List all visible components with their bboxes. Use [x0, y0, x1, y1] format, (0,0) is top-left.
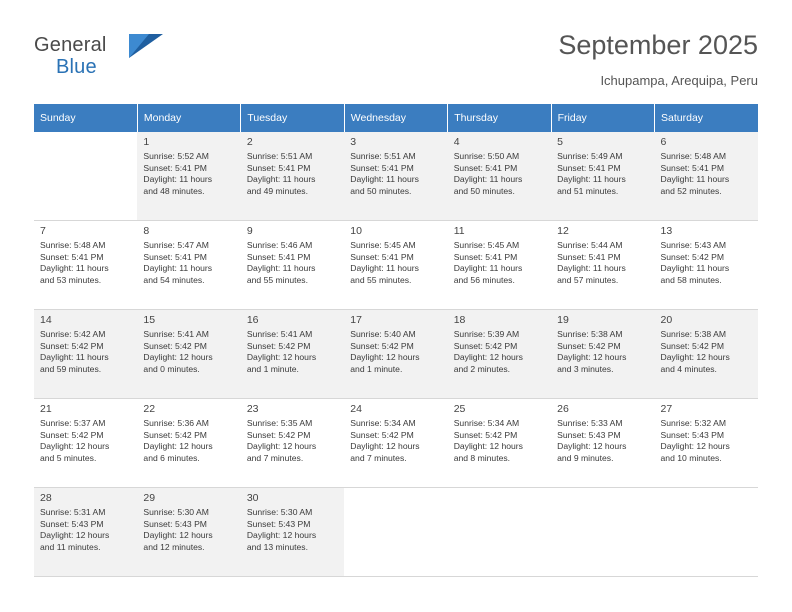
day-detail-line: Sunrise: 5:30 AM	[143, 507, 209, 517]
day-detail-line: and 57 minutes.	[557, 274, 619, 285]
day-details	[454, 151, 545, 197]
day-detail-line: Sunset: 5:41 PM	[40, 251, 104, 262]
logo-text-blue: Blue	[56, 56, 97, 78]
day-details	[247, 329, 338, 375]
day-detail-line: and 51 minutes.	[557, 185, 619, 196]
day-number: 9	[246, 225, 253, 237]
weekday-header-thursday: Thursday	[448, 104, 551, 132]
day-detail-line: and 55 minutes.	[246, 274, 308, 285]
day-number: 22	[143, 403, 156, 415]
day-detail-line: and 1 minute.	[350, 363, 403, 374]
day-detail-line: Sunrise: 5:51 AM	[350, 151, 416, 161]
day-details	[557, 151, 648, 197]
day-detail-line: Sunset: 5:41 PM	[660, 162, 725, 173]
day-detail-line: Sunset: 5:42 PM	[40, 340, 104, 351]
day-detail-line: and 8 minutes.	[453, 452, 511, 463]
day-detail-line: Sunset: 5:42 PM	[40, 429, 104, 440]
day-detail-line: Sunset: 5:43 PM	[40, 518, 104, 529]
day-detail-line: and 48 minutes.	[143, 185, 205, 196]
title-block	[558, 28, 758, 90]
day-number: 29	[143, 492, 156, 504]
calendar-day-cell[interactable]	[241, 221, 344, 309]
day-number: 25	[453, 403, 466, 415]
day-detail-line: Sunrise: 5:37 AM	[40, 418, 106, 428]
day-detail-line: Daylight: 12 hours	[557, 352, 627, 363]
weekday-header-wednesday: Wednesday	[344, 104, 447, 132]
calendar-body	[34, 132, 758, 577]
day-detail-line: Daylight: 11 hours	[350, 174, 419, 185]
calendar-week-row	[34, 310, 758, 398]
day-details	[40, 329, 131, 375]
day-details	[454, 240, 545, 286]
weekday-header-saturday: Saturday	[655, 104, 758, 132]
day-details	[350, 418, 441, 464]
calendar-day-cell[interactable]	[241, 132, 344, 220]
day-detail-line: Daylight: 11 hours	[350, 263, 419, 274]
day-details	[557, 240, 648, 286]
day-number: 17	[350, 314, 362, 326]
day-detail-line: Daylight: 12 hours	[660, 352, 730, 363]
calendar-day-cell[interactable]	[551, 399, 654, 487]
day-detail-line: Sunset: 5:41 PM	[143, 162, 207, 173]
day-detail-line: Daylight: 11 hours	[453, 263, 523, 274]
day-details	[40, 418, 131, 464]
day-detail-line: and 12 minutes.	[143, 541, 205, 552]
calendar-day-cell[interactable]	[34, 221, 137, 309]
day-detail-line: and 7 minutes.	[246, 452, 304, 463]
day-detail-line: Daylight: 12 hours	[143, 441, 213, 452]
day-details	[350, 240, 441, 286]
day-details	[661, 240, 752, 286]
calendar-day-cell[interactable]	[241, 488, 344, 576]
calendar-day-cell[interactable]	[344, 132, 447, 220]
day-number: 20	[660, 314, 673, 326]
day-detail-line: Daylight: 12 hours	[40, 530, 110, 541]
day-detail-line: and 1 minute.	[246, 363, 299, 374]
day-detail-line: Daylight: 12 hours	[453, 441, 523, 452]
day-detail-line: Sunrise: 5:45 AM	[453, 240, 520, 250]
day-number: 3	[350, 136, 357, 148]
day-detail-line: Sunset: 5:42 PM	[350, 340, 414, 351]
calendar-week-row	[34, 488, 758, 576]
day-detail-line: Sunrise: 5:40 AM	[350, 329, 416, 339]
day-details	[557, 418, 648, 464]
day-detail-line: Sunset: 5:42 PM	[660, 340, 725, 351]
page-header	[34, 28, 758, 96]
day-detail-line: Sunrise: 5:38 AM	[557, 329, 623, 339]
day-detail-line: Sunset: 5:43 PM	[557, 429, 621, 440]
calendar-day-cell[interactable]	[448, 132, 551, 220]
calendar-header-row	[34, 104, 758, 132]
day-detail-line: Daylight: 12 hours	[246, 352, 317, 363]
day-detail-line: Sunrise: 5:32 AM	[660, 418, 726, 428]
location-subtitle: Ichupampa, Arequipa, Peru	[600, 73, 758, 88]
day-detail-line: Sunset: 5:42 PM	[246, 340, 311, 351]
day-detail-line: and 5 minutes.	[40, 452, 97, 463]
day-detail-line: and 54 minutes.	[143, 274, 205, 285]
flag-icon	[129, 34, 163, 58]
day-number: 28	[40, 492, 52, 504]
day-detail-line: Sunset: 5:43 PM	[246, 518, 311, 529]
calendar-day-cell[interactable]	[241, 310, 344, 398]
calendar-week-row	[34, 399, 758, 487]
day-detail-line: Sunset: 5:41 PM	[453, 162, 518, 173]
day-details	[454, 418, 545, 464]
day-detail-line: Sunset: 5:42 PM	[557, 340, 621, 351]
calendar-day-cell[interactable]	[344, 221, 447, 309]
day-detail-line: Sunset: 5:42 PM	[453, 340, 518, 351]
day-details	[350, 151, 441, 197]
day-detail-line: Sunset: 5:41 PM	[246, 251, 311, 262]
day-detail-line: Sunrise: 5:46 AM	[246, 240, 313, 250]
calendar-day-cell[interactable]	[344, 310, 447, 398]
logo[interactable]	[34, 34, 234, 90]
day-detail-line: Sunrise: 5:49 AM	[557, 151, 623, 161]
day-detail-line: Daylight: 11 hours	[143, 263, 213, 274]
day-detail-line: Sunrise: 5:34 AM	[350, 418, 416, 428]
day-number: 16	[246, 314, 259, 326]
calendar-cell-empty	[551, 488, 654, 576]
day-detail-line: and 50 minutes.	[453, 185, 515, 196]
day-detail-line: and 9 minutes.	[557, 452, 614, 463]
calendar-day-cell[interactable]	[34, 399, 137, 487]
day-details	[661, 329, 752, 375]
day-detail-line: and 50 minutes.	[350, 185, 412, 196]
day-number: 5	[557, 136, 563, 148]
day-number: 26	[557, 403, 569, 415]
day-detail-line: Sunset: 5:41 PM	[557, 251, 621, 262]
calendar-day-cell[interactable]	[137, 488, 240, 576]
day-number: 21	[40, 403, 52, 415]
day-number: 19	[557, 314, 569, 326]
day-detail-line: Daylight: 11 hours	[246, 263, 316, 274]
calendar-cell-empty	[448, 488, 551, 576]
day-number: 27	[660, 403, 673, 415]
calendar-day-cell[interactable]	[551, 221, 654, 309]
calendar-day-cell[interactable]	[551, 132, 654, 220]
day-detail-line: Sunrise: 5:42 AM	[40, 329, 106, 339]
day-number: 24	[350, 403, 362, 415]
day-detail-line: and 7 minutes.	[350, 452, 407, 463]
day-detail-line: Sunrise: 5:45 AM	[350, 240, 416, 250]
day-details	[661, 151, 752, 197]
calendar-day-cell[interactable]	[655, 399, 758, 487]
day-detail-line: Sunrise: 5:35 AM	[246, 418, 313, 428]
day-detail-line: Sunset: 5:42 PM	[350, 429, 414, 440]
calendar-week-row	[34, 132, 758, 220]
day-detail-line: and 6 minutes.	[143, 452, 200, 463]
day-details	[661, 418, 752, 464]
day-details	[247, 151, 338, 197]
calendar-day-cell[interactable]	[344, 399, 447, 487]
day-number: 13	[660, 225, 673, 237]
day-detail-line: Daylight: 12 hours	[660, 441, 730, 452]
calendar-day-cell[interactable]	[655, 310, 758, 398]
logo-text-general: General	[34, 34, 107, 56]
weekday-header-friday: Friday	[551, 104, 654, 132]
day-detail-line: Daylight: 11 hours	[557, 263, 626, 274]
day-detail-line: Sunrise: 5:41 AM	[143, 329, 209, 339]
calendar-week-row	[34, 221, 758, 309]
day-details	[350, 329, 441, 375]
day-detail-line: Sunset: 5:43 PM	[143, 518, 207, 529]
day-detail-line: and 10 minutes.	[660, 452, 722, 463]
page-title: September 2025	[558, 30, 758, 60]
day-detail-line: Daylight: 11 hours	[246, 174, 316, 185]
day-number: 15	[143, 314, 156, 326]
day-number: 8	[143, 225, 150, 237]
calendar-table	[34, 104, 758, 577]
day-detail-line: Daylight: 12 hours	[246, 441, 317, 452]
day-detail-line: Daylight: 12 hours	[40, 441, 110, 452]
day-detail-line: Sunrise: 5:51 AM	[246, 151, 313, 161]
day-number: 7	[40, 225, 46, 237]
day-details	[40, 507, 131, 553]
day-detail-line: Sunrise: 5:48 AM	[40, 240, 106, 250]
day-detail-line: Daylight: 12 hours	[143, 352, 213, 363]
day-details	[247, 240, 338, 286]
calendar-day-cell[interactable]	[448, 399, 551, 487]
day-detail-line: Sunrise: 5:43 AM	[660, 240, 726, 250]
day-detail-line: Sunrise: 5:52 AM	[143, 151, 209, 161]
day-detail-line: Sunset: 5:41 PM	[350, 251, 414, 262]
day-detail-line: Daylight: 12 hours	[557, 441, 627, 452]
day-detail-line: Sunrise: 5:39 AM	[453, 329, 520, 339]
day-number: 6	[660, 136, 667, 148]
day-number: 10	[350, 225, 362, 237]
day-detail-line: Daylight: 11 hours	[40, 352, 109, 363]
day-number: 2	[246, 136, 253, 148]
day-number: 12	[557, 225, 569, 237]
calendar-day-cell[interactable]	[137, 132, 240, 220]
day-detail-line: and 13 minutes.	[246, 541, 308, 552]
day-number: 1	[143, 136, 150, 148]
day-detail-line: Sunrise: 5:50 AM	[453, 151, 520, 161]
calendar-day-cell[interactable]	[655, 221, 758, 309]
day-details	[247, 507, 338, 553]
day-detail-line: Sunset: 5:43 PM	[660, 429, 725, 440]
day-detail-line: Sunrise: 5:48 AM	[660, 151, 726, 161]
day-number: 30	[246, 492, 259, 504]
day-details	[143, 418, 234, 464]
day-detail-line: Daylight: 12 hours	[246, 530, 317, 541]
day-detail-line: and 59 minutes.	[40, 363, 102, 374]
day-detail-line: and 11 minutes.	[40, 541, 101, 552]
calendar-day-cell[interactable]	[137, 310, 240, 398]
day-detail-line: Sunrise: 5:33 AM	[557, 418, 623, 428]
weekday-header-tuesday: Tuesday	[241, 104, 344, 132]
day-details	[143, 507, 234, 553]
weekday-header-sunday: Sunday	[34, 104, 137, 132]
day-detail-line: Sunset: 5:42 PM	[143, 429, 207, 440]
day-detail-line: and 52 minutes.	[660, 185, 722, 196]
day-detail-line: Daylight: 12 hours	[143, 530, 213, 541]
day-detail-line: Sunset: 5:42 PM	[143, 340, 207, 351]
day-details	[143, 329, 234, 375]
day-detail-line: and 53 minutes.	[40, 274, 102, 285]
day-detail-line: Sunset: 5:42 PM	[246, 429, 311, 440]
calendar-day-cell[interactable]	[448, 310, 551, 398]
day-detail-line: Daylight: 11 hours	[453, 174, 523, 185]
day-details	[143, 240, 234, 286]
day-detail-line: Sunset: 5:41 PM	[350, 162, 414, 173]
day-detail-line: Daylight: 12 hours	[350, 441, 420, 452]
day-detail-line: Sunrise: 5:41 AM	[246, 329, 313, 339]
day-detail-line: and 55 minutes.	[350, 274, 412, 285]
weekday-header-monday: Monday	[137, 104, 240, 132]
day-details	[247, 418, 338, 464]
day-number: 11	[453, 225, 465, 237]
day-detail-line: and 0 minutes.	[143, 363, 200, 374]
day-detail-line: Sunrise: 5:47 AM	[143, 240, 209, 250]
day-detail-line: Sunset: 5:41 PM	[143, 251, 207, 262]
day-detail-line: Sunrise: 5:30 AM	[246, 507, 313, 517]
day-number: 23	[246, 403, 259, 415]
calendar-cell-empty	[655, 488, 758, 576]
day-number: 18	[453, 314, 466, 326]
day-detail-line: Daylight: 11 hours	[557, 174, 626, 185]
day-detail-line: Sunset: 5:42 PM	[453, 429, 518, 440]
day-detail-line: and 3 minutes.	[557, 363, 614, 374]
day-detail-line: Sunrise: 5:44 AM	[557, 240, 623, 250]
day-detail-line: and 56 minutes.	[453, 274, 515, 285]
calendar-day-cell[interactable]	[34, 310, 137, 398]
day-detail-line: Daylight: 11 hours	[143, 174, 213, 185]
day-details	[143, 151, 234, 197]
day-detail-line: Daylight: 12 hours	[453, 352, 523, 363]
day-details	[557, 329, 648, 375]
day-detail-line: Daylight: 11 hours	[40, 263, 109, 274]
calendar-day-cell[interactable]	[137, 399, 240, 487]
day-detail-line: Sunrise: 5:31 AM	[40, 507, 106, 517]
day-detail-line: Sunrise: 5:38 AM	[660, 329, 726, 339]
day-detail-line: Sunset: 5:41 PM	[453, 251, 518, 262]
day-detail-line: Sunset: 5:42 PM	[660, 251, 725, 262]
day-detail-line: Daylight: 12 hours	[350, 352, 420, 363]
day-detail-line: Sunrise: 5:36 AM	[143, 418, 209, 428]
day-detail-line: Sunset: 5:41 PM	[246, 162, 311, 173]
day-detail-line: Daylight: 11 hours	[660, 263, 730, 274]
calendar-day-cell[interactable]	[448, 221, 551, 309]
day-details	[40, 240, 131, 286]
day-detail-line: and 4 minutes.	[660, 363, 717, 374]
calendar-day-cell[interactable]	[551, 310, 654, 398]
calendar-row-separator	[34, 576, 758, 577]
calendar-cell-empty	[344, 488, 447, 576]
day-detail-line: Sunset: 5:41 PM	[557, 162, 621, 173]
calendar-day-cell[interactable]	[137, 221, 240, 309]
calendar-cell-empty	[34, 132, 137, 220]
day-detail-line: Sunrise: 5:34 AM	[453, 418, 520, 428]
calendar-day-cell[interactable]	[34, 488, 137, 576]
day-details	[454, 329, 545, 375]
day-detail-line: and 58 minutes.	[660, 274, 722, 285]
calendar-day-cell[interactable]	[241, 399, 344, 487]
day-detail-line: and 49 minutes.	[246, 185, 308, 196]
day-detail-line: and 2 minutes.	[453, 363, 511, 374]
day-number: 4	[453, 136, 460, 148]
day-number: 14	[40, 314, 52, 326]
calendar-day-cell[interactable]	[655, 132, 758, 220]
day-detail-line: Daylight: 11 hours	[660, 174, 730, 185]
